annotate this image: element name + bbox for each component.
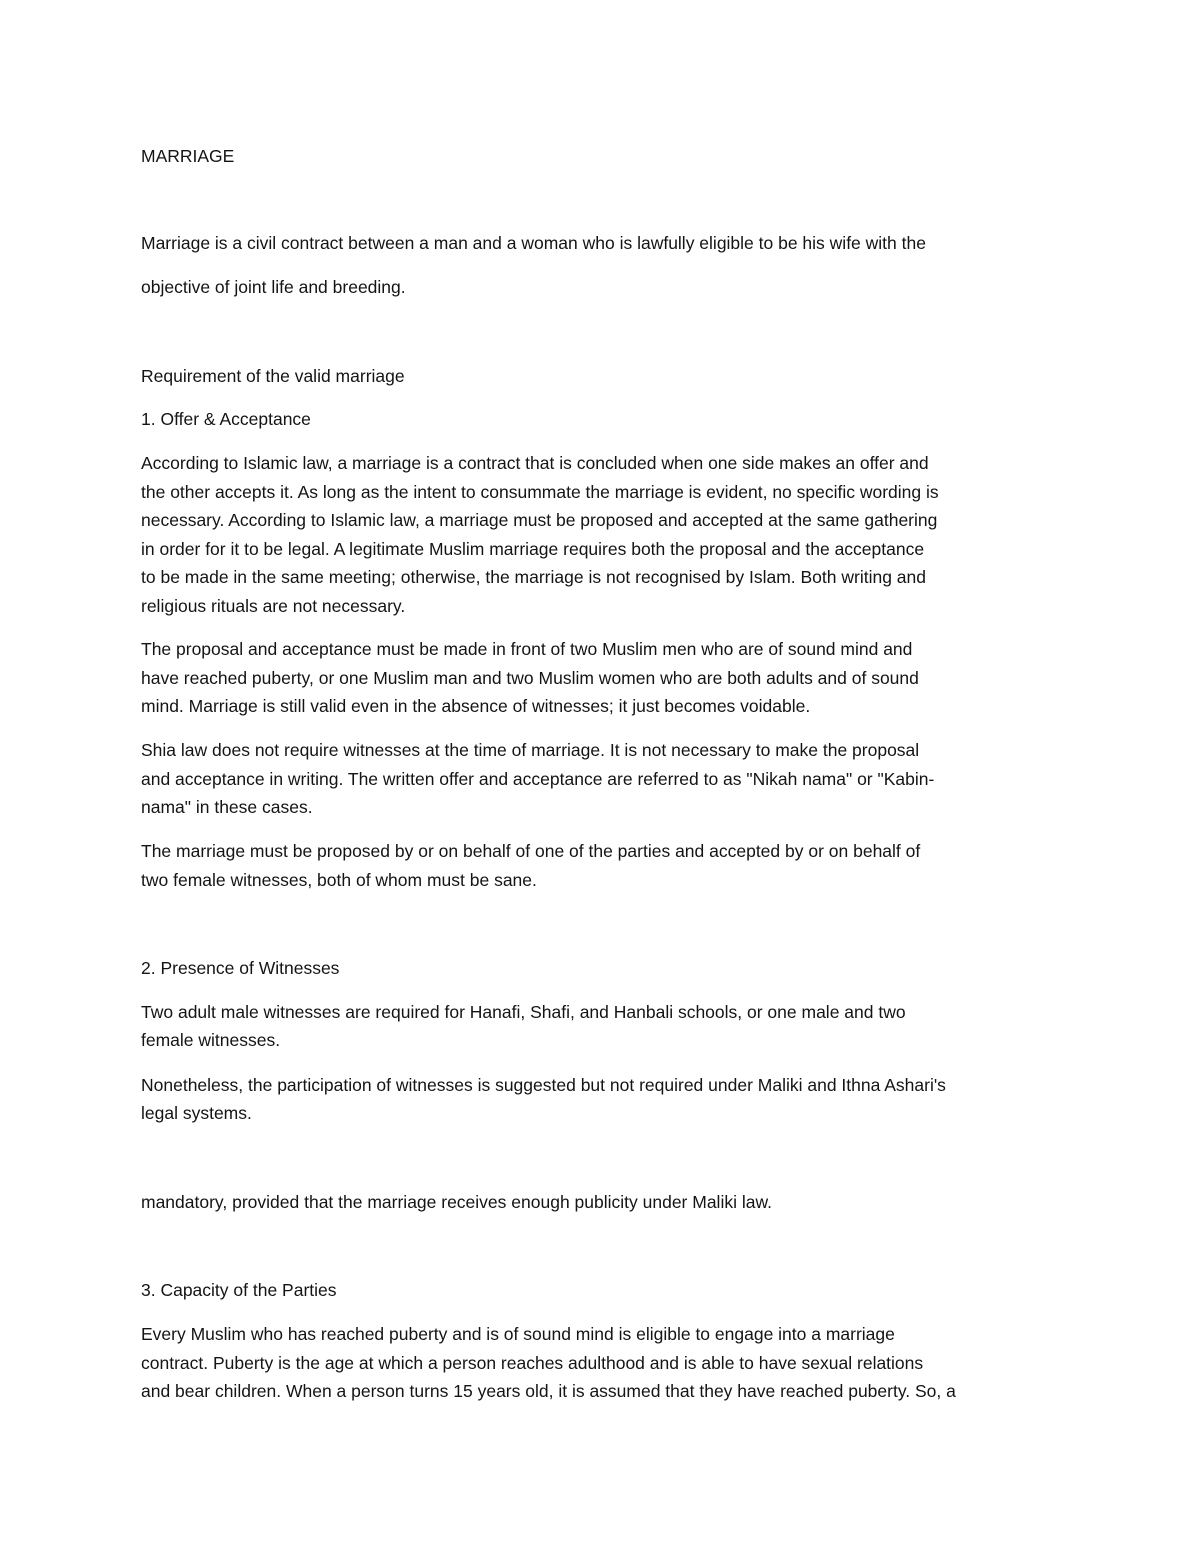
paragraph-line: the other accepts it. As long as the intent to consummate the marriage is evident, no specific wording is	[141, 482, 939, 502]
paragraph-line: mandatory, provided that the marriage receives enough publicity under Maliki law.	[141, 1192, 772, 1212]
paragraph-line: necessary. According to Islamic law, a marriage must be proposed and accepted at the same gathering	[141, 510, 938, 530]
paragraph-line: According to Islamic law, a marriage is a contract that is concluded when one side makes an offer and	[141, 453, 929, 473]
paragraph-line: and acceptance in writing. The written offer and acceptance are referred to as "Nikah nama" or "Kabin-	[141, 769, 935, 789]
paragraph-line: Every Muslim who has reached puberty and is of sound mind is eligible to engage into a marriage	[141, 1324, 895, 1344]
paragraph-line: nama" in these cases.	[141, 797, 313, 817]
paragraph-line: and bear children. When a person turns 15 years old, it is assumed that they have reached puberty. So, a	[141, 1381, 956, 1401]
paragraph-line: have reached puberty, or one Muslim man and two Muslim women who are both adults and of sound	[141, 668, 919, 688]
paragraph-line: in order for it to be legal. A legitimate Muslim marriage requires both the proposal and the acceptance	[141, 539, 925, 559]
paragraph-line: two female witnesses, both of whom must be sane.	[141, 870, 537, 890]
paragraph-line: legal systems.	[141, 1103, 252, 1123]
paragraph-line: mind. Marriage is still valid even in the absence of witnesses; it just becomes voidable.	[141, 696, 811, 716]
definition-line: objective of joint life and breeding.	[141, 277, 406, 297]
definition-line: Marriage is a civil contract between a man and a woman who is lawfully eligible to be his wife with the	[141, 233, 926, 253]
paragraph-line: Nonetheless, the participation of witnesses is suggested but not required under Maliki and Ithna Ashari's	[141, 1075, 946, 1095]
requirements-heading: Requirement of the valid marriage	[141, 366, 405, 386]
section-heading: 1. Offer & Acceptance	[141, 409, 311, 429]
document-title: MARRIAGE	[141, 146, 235, 166]
paragraph-line: The marriage must be proposed by or on behalf of one of the parties and accepted by or on behalf of	[141, 841, 921, 861]
paragraph-line: to be made in the same meeting; otherwise, the marriage is not recognised by Islam. Both writing and	[141, 567, 926, 587]
paragraph-line: religious rituals are not necessary.	[141, 596, 406, 616]
paragraph-line: The proposal and acceptance must be made in front of two Muslim men who are of sound mind and	[141, 639, 913, 659]
paragraph-line: female witnesses.	[141, 1030, 281, 1050]
paragraph-line: Two adult male witnesses are required for Hanafi, Shafi, and Hanbali schools, or one male and two	[141, 1002, 906, 1022]
paragraph-line: contract. Puberty is the age at which a person reaches adulthood and is able to have sexual relations	[141, 1353, 924, 1373]
section-heading: 2. Presence of Witnesses	[141, 958, 340, 978]
section-heading: 3. Capacity of the Parties	[141, 1280, 337, 1300]
paragraph-line: Shia law does not require witnesses at the time of marriage. It is not necessary to make the proposal	[141, 740, 920, 760]
